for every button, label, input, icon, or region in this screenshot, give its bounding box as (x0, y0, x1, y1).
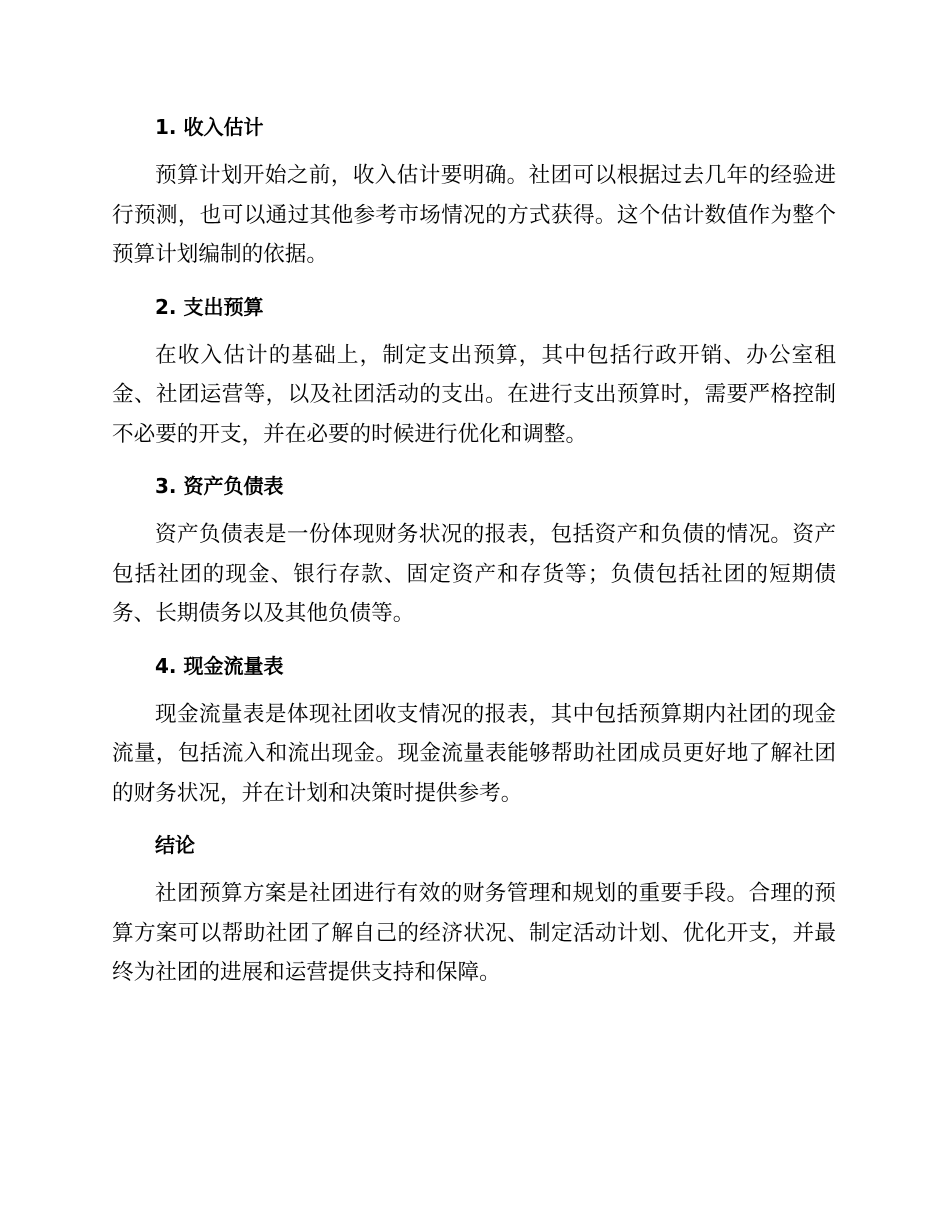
section-body: 社团预算方案是社团进行有效的财务管理和规划的重要手段。合理的预算方案可以帮助社团了解自己的经济状况、制定活动计划、优化开支，并最终为社团的进展和运营提供支持和保障。 (112, 881, 836, 985)
document-page (112, 112, 836, 1010)
section-heading: 3. 资产负债表 (155, 474, 284, 498)
section-body: 预算计划开始之前，收入估计要明确。社团可以根据过去几年的经验进行预测，也可以通过其他参考市场情况的方式获得。这个估计数值作为整个预算计划编制的依据。 (112, 163, 836, 267)
section-income-estimate (112, 112, 836, 275)
section-heading: 结论 (155, 833, 195, 857)
section-body: 资产负债表是一份体现财务状况的报表，包括资产和负债的情况。资产包括社团的现金、银行存款、固定资产和存货等；负债包括社团的短期债务、长期债务以及其他负债等。 (112, 522, 836, 626)
section-conclusion (112, 830, 836, 993)
section-heading: 2. 支出预算 (155, 294, 264, 319)
section-body: 在收入估计的基础上，制定支出预算，其中包括行政开销、办公室租金、社团运营等，以及社团活动的支出。在进行支出预算时，需要严格控制不必要的开支，并在必要的时候进行优化和调整。 (112, 342, 836, 447)
section-body: 现金流量表是体现社团收支情况的报表，其中包括预算期内社团的现金流量，包括流入和流出现金。现金流量表能够帮助社团成员更好地了解社团的财务状况，并在计划和决策时提供参考。 (112, 701, 836, 806)
section-heading: 4. 现金流量表 (155, 653, 284, 678)
section-expense-budget (112, 292, 836, 455)
section-heading: 1. 收入估计 (155, 115, 264, 139)
section-balance-sheet (112, 471, 836, 634)
section-cash-flow (112, 651, 836, 814)
